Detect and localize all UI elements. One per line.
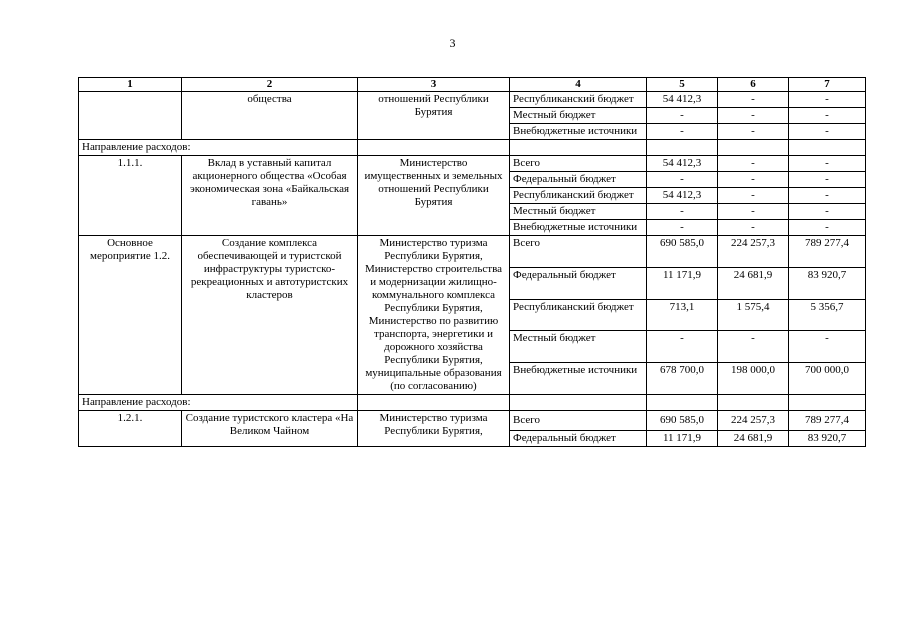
value-cell: - <box>789 108 866 124</box>
value-cell: 700 000,0 <box>789 363 866 395</box>
header-col-6: 6 <box>718 78 789 92</box>
value-cell: 54 412,3 <box>647 188 718 204</box>
header-col-4: 4 <box>510 78 647 92</box>
empty-cell <box>789 395 866 411</box>
executor-cell: Министерство имущественных и земельных отношений Республики Бурятия <box>358 156 510 236</box>
value-cell: - <box>789 204 866 220</box>
value-cell: - <box>789 92 866 108</box>
value-cell: - <box>718 188 789 204</box>
funding-source-cell: Внебюджетные источники <box>510 220 647 236</box>
measure-name-cell: общества <box>182 92 358 140</box>
empty-cell <box>358 395 510 411</box>
value-cell: - <box>718 220 789 236</box>
value-cell: 54 412,3 <box>647 92 718 108</box>
funding-source-cell: Федеральный бюджет <box>510 431 647 447</box>
value-cell: - <box>718 92 789 108</box>
value-cell: 224 257,3 <box>718 411 789 431</box>
funding-source-cell: Всего <box>510 236 647 268</box>
value-cell: - <box>789 331 866 363</box>
direction-label: Направление расходов: <box>79 140 358 156</box>
funding-source-cell: Местный бюджет <box>510 331 647 363</box>
measure-number-cell: 1.2.1. <box>79 411 182 447</box>
value-cell: - <box>647 220 718 236</box>
table-row <box>79 156 866 172</box>
value-cell: - <box>789 156 866 172</box>
value-cell: 678 700,0 <box>647 363 718 395</box>
direction-row <box>79 395 866 411</box>
funding-source-cell: Республиканский бюджет <box>510 188 647 204</box>
executor-cell: отношений Республики Бурятия <box>358 92 510 140</box>
measure-number-cell: 1.1.1. <box>79 156 182 236</box>
executor-cell: Министерство туризма Республики Бурятия, <box>358 411 510 447</box>
funding-source-cell: Республиканский бюджет <box>510 299 647 331</box>
value-cell: 11 171,9 <box>647 431 718 447</box>
header-col-7: 7 <box>789 78 866 92</box>
direction-label: Направление расходов: <box>79 395 358 411</box>
table-row <box>79 236 866 268</box>
empty-cell <box>647 395 718 411</box>
empty-cell <box>510 395 647 411</box>
direction-row <box>79 140 866 156</box>
value-cell: 690 585,0 <box>647 411 718 431</box>
funding-source-cell: Внебюджетные источники <box>510 363 647 395</box>
empty-cell <box>647 140 718 156</box>
funding-source-cell: Всего <box>510 411 647 431</box>
value-cell: 11 171,9 <box>647 267 718 299</box>
value-cell: - <box>647 124 718 140</box>
header-col-1: 1 <box>79 78 182 92</box>
empty-cell <box>718 140 789 156</box>
value-cell: - <box>647 108 718 124</box>
value-cell: 24 681,9 <box>718 267 789 299</box>
header-col-5: 5 <box>647 78 718 92</box>
value-cell: 224 257,3 <box>718 236 789 268</box>
value-cell: - <box>789 188 866 204</box>
funding-source-cell: Республиканский бюджет <box>510 92 647 108</box>
value-cell: 789 277,4 <box>789 411 866 431</box>
value-cell: - <box>718 204 789 220</box>
empty-cell <box>510 140 647 156</box>
empty-cell <box>718 395 789 411</box>
measure-name-cell: Создание туристского кластера «На Великом Чайном <box>182 411 358 447</box>
funding-source-cell: Местный бюджет <box>510 204 647 220</box>
measure-name-cell: Создание комплекса обеспечивающей и туристской инфраструктуры туристско-рекреационных и автотуристских кластеров <box>182 236 358 395</box>
header-row <box>79 78 866 92</box>
value-cell: 83 920,7 <box>789 431 866 447</box>
value-cell: 5 356,7 <box>789 299 866 331</box>
funding-source-cell: Внебюджетные источники <box>510 124 647 140</box>
value-cell: 789 277,4 <box>789 236 866 268</box>
header-col-3: 3 <box>358 78 510 92</box>
value-cell: - <box>718 108 789 124</box>
funding-source-cell: Федеральный бюджет <box>510 267 647 299</box>
value-cell: 83 920,7 <box>789 267 866 299</box>
funding-source-cell: Местный бюджет <box>510 108 647 124</box>
table-row <box>79 411 866 431</box>
value-cell: - <box>647 204 718 220</box>
value-cell: 54 412,3 <box>647 156 718 172</box>
value-cell: - <box>647 172 718 188</box>
measure-number-cell: Основное мероприятие 1.2. <box>79 236 182 395</box>
empty-cell <box>789 140 866 156</box>
funding-source-cell: Федеральный бюджет <box>510 172 647 188</box>
funding-source-cell: Всего <box>510 156 647 172</box>
value-cell: - <box>718 156 789 172</box>
header-col-2: 2 <box>182 78 358 92</box>
measure-number-cell <box>79 92 182 140</box>
value-cell: - <box>718 172 789 188</box>
measure-name-cell: Вклад в уставный капитал акционерного общества «Особая экономическая зона «Байкальская гавань» <box>182 156 358 236</box>
table-row <box>79 92 866 108</box>
executor-cell: Министерство туризма Республики Бурятия, Министерство строительства и модернизации жилищно-коммунального комплекса Республики Бурятия, Министерство по развитию транспорта, энергетики и дорожного хозяйства Республики Бурятия, муниципальные образования (по согласованию) <box>358 236 510 395</box>
value-cell: 713,1 <box>647 299 718 331</box>
value-cell: - <box>718 124 789 140</box>
page-number: 3 <box>449 36 456 50</box>
value-cell: 198 000,0 <box>718 363 789 395</box>
value-cell: - <box>789 124 866 140</box>
value-cell: 690 585,0 <box>647 236 718 268</box>
value-cell: - <box>718 331 789 363</box>
value-cell: 24 681,9 <box>718 431 789 447</box>
budget-table <box>78 77 866 447</box>
value-cell: - <box>647 331 718 363</box>
empty-cell <box>358 140 510 156</box>
value-cell: 1 575,4 <box>718 299 789 331</box>
value-cell: - <box>789 220 866 236</box>
value-cell: - <box>789 172 866 188</box>
